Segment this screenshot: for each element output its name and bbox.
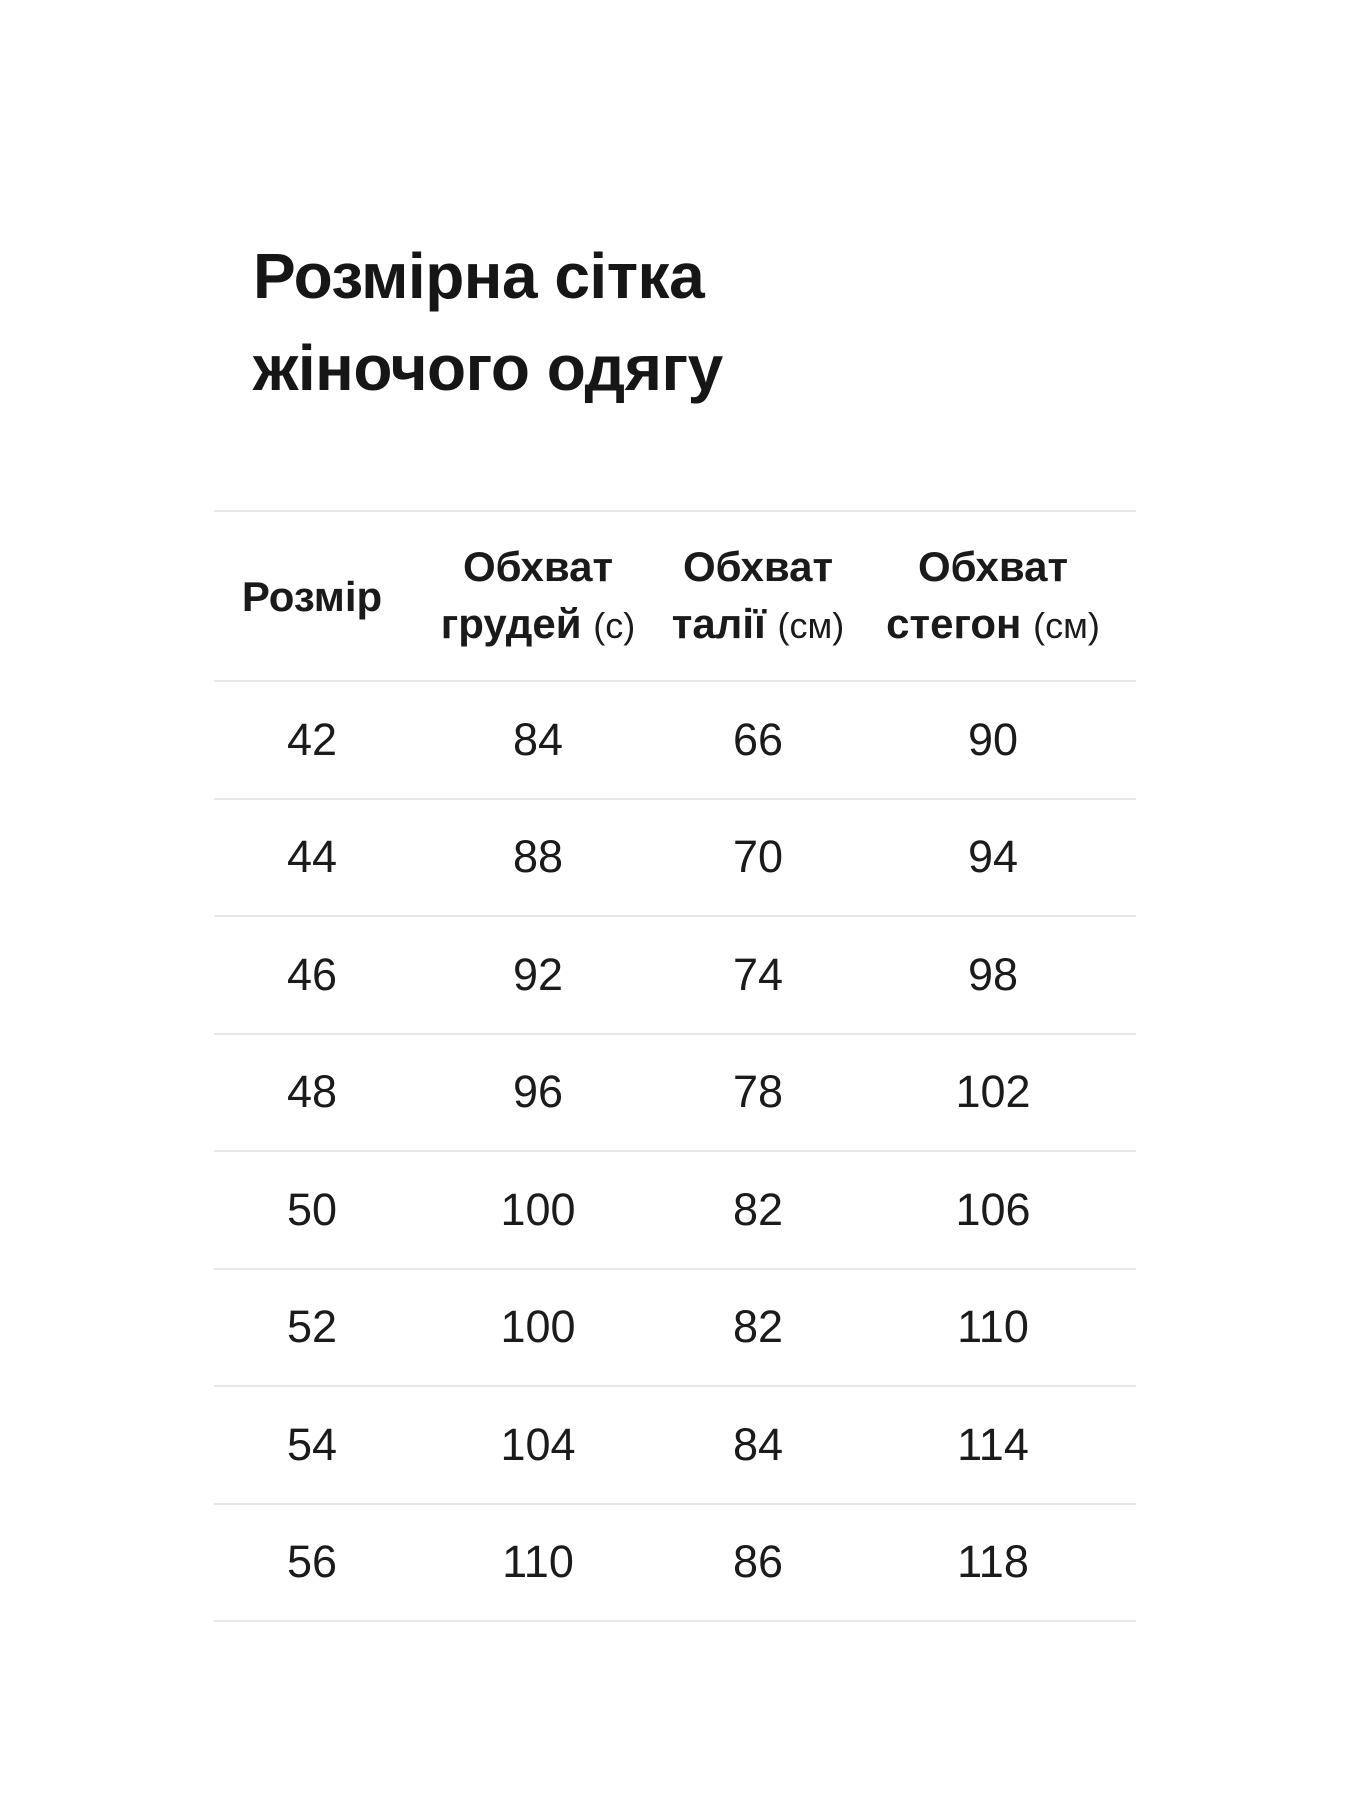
- page-title: [253, 230, 723, 414]
- hips-cell: 118: [957, 1536, 1029, 1588]
- waist-cell: 74: [732, 948, 784, 1000]
- size-table-body: [214, 682, 1136, 1622]
- size-cell: 44: [286, 831, 338, 883]
- size-table-header: [214, 512, 1136, 682]
- header-hips: [850, 512, 1136, 680]
- table-row: [214, 1035, 1136, 1153]
- hips-cell: 110: [957, 1301, 1029, 1353]
- header-waist-line2: талії (см): [671, 600, 845, 647]
- chest-cell: 100: [500, 1183, 576, 1235]
- chest-cell: 92: [512, 948, 564, 1000]
- size-cell: 50: [286, 1183, 338, 1235]
- header-hips-unit: (см): [1033, 605, 1100, 646]
- header-hips-line1: Обхват: [917, 543, 1069, 590]
- chest-cell: 84: [512, 713, 564, 765]
- title-line-2: жіночого одягу: [253, 332, 723, 404]
- table-row: [214, 800, 1136, 918]
- waist-cell: 82: [732, 1301, 784, 1353]
- size-cell: 52: [286, 1301, 338, 1353]
- chest-cell: 110: [502, 1536, 574, 1588]
- table-row: [214, 1387, 1136, 1505]
- waist-cell: 86: [732, 1536, 784, 1588]
- size-cell: 54: [286, 1418, 338, 1470]
- waist-cell: 66: [732, 713, 784, 765]
- title-line-1: Розмірна сітка: [253, 240, 705, 312]
- table-row: [214, 1270, 1136, 1388]
- table-row: [214, 1152, 1136, 1270]
- header-hips-line2: стегон (см): [886, 600, 1100, 647]
- table-row: [214, 917, 1136, 1035]
- hips-cell: 94: [967, 831, 1019, 883]
- chest-cell: 100: [500, 1301, 576, 1353]
- table-row: [214, 1505, 1136, 1623]
- header-chest-line1: Обхват: [462, 543, 614, 590]
- header-waist-unit: (см): [777, 605, 845, 646]
- waist-cell: 78: [732, 1066, 784, 1118]
- hips-cell: 98: [967, 948, 1019, 1000]
- size-cell: 42: [286, 713, 338, 765]
- header-chest-unit: (с): [593, 605, 636, 646]
- size-cell: 56: [286, 1536, 338, 1588]
- hips-cell: 106: [955, 1183, 1031, 1235]
- chest-cell: 88: [512, 831, 564, 883]
- size-cell: 48: [286, 1066, 338, 1118]
- hips-cell: 114: [957, 1418, 1029, 1470]
- waist-cell: 84: [732, 1418, 784, 1470]
- waist-cell: 70: [732, 831, 784, 883]
- header-size-label: Розмір: [241, 572, 383, 620]
- chest-cell: 96: [512, 1066, 564, 1118]
- hips-cell: 102: [955, 1066, 1031, 1118]
- hips-cell: 90: [967, 713, 1019, 765]
- chest-cell: 104: [500, 1418, 576, 1470]
- header-size: [214, 512, 410, 680]
- header-waist-line1: Обхват: [682, 543, 834, 590]
- waist-cell: 82: [732, 1183, 784, 1235]
- size-table: [214, 510, 1136, 1622]
- size-cell: 46: [286, 948, 338, 1000]
- header-waist: [666, 512, 850, 680]
- table-row: [214, 682, 1136, 800]
- header-chest-line2: грудей (с): [440, 600, 636, 647]
- header-chest: [410, 512, 666, 680]
